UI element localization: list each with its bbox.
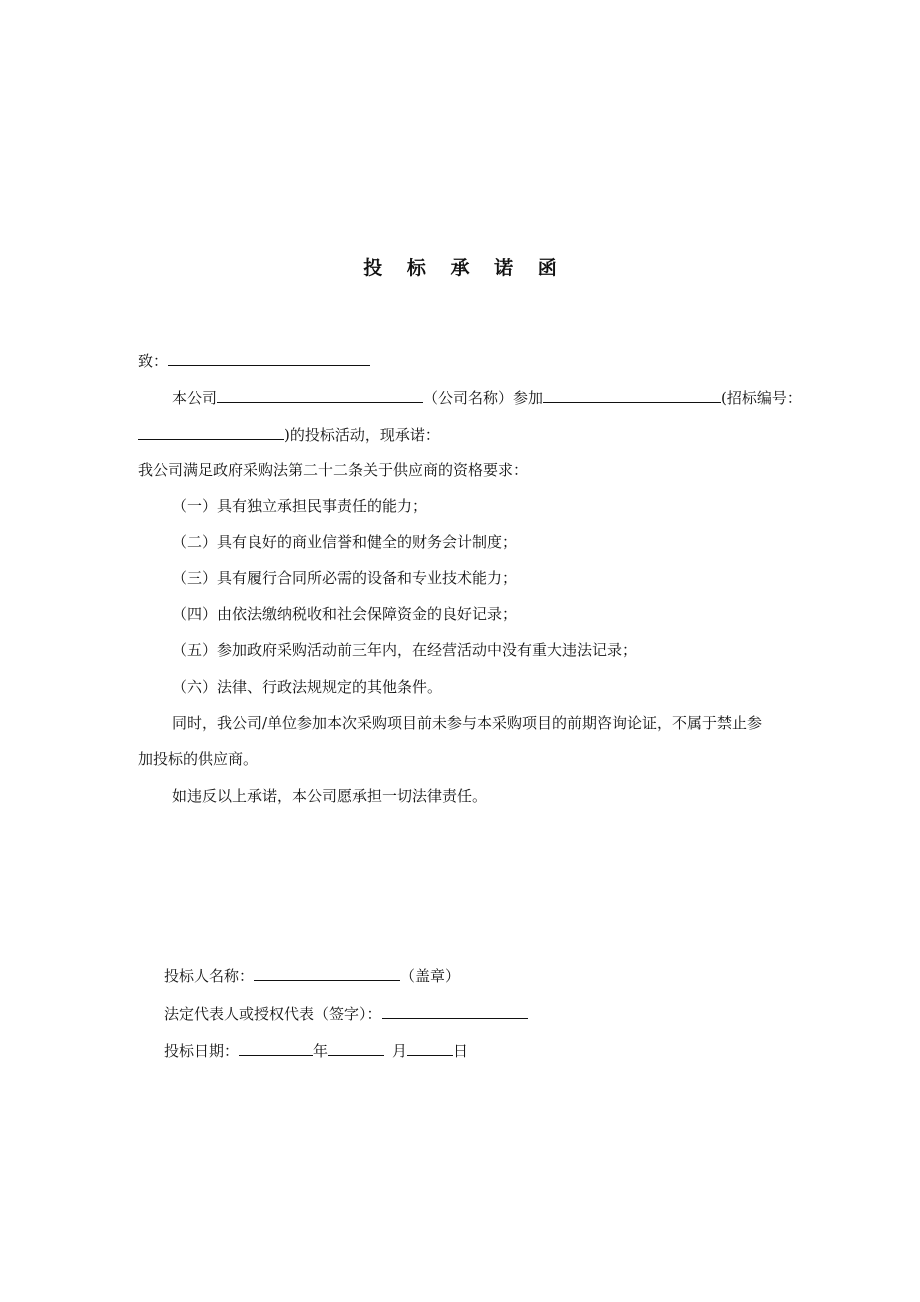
requirement-item: （一）具有独立承担民事责任的能力； [172, 497, 428, 515]
month-label: 月 [392, 1042, 408, 1060]
representative-label: 法定代表人或授权代表（签字）： [164, 1005, 382, 1023]
requirement-item: （四）由依法缴纳税收和社会保障资金的良好记录； [172, 605, 518, 623]
intro-part1: 本公司 [172, 389, 218, 407]
statement-line-2: 加投标的供应商。 [138, 750, 259, 768]
representative-line [164, 1003, 528, 1024]
intro-line-2 [138, 424, 440, 445]
bidder-name-line [164, 965, 460, 986]
requirement-item: （六）法律、行政法规规定的其他条件。 [172, 678, 443, 696]
intro-line-1 [172, 387, 802, 408]
salutation-line [138, 350, 370, 371]
requirement-item: （五）参加政府采购活动前三年内，在经营活动中没有重大违法记录； [172, 641, 638, 659]
bid-date-line [164, 1040, 468, 1061]
intro-part4: )的投标活动，现承诺： [284, 426, 440, 444]
requirement-item: （三）具有履行合同所必需的设备和专业技术能力； [172, 569, 518, 587]
day-blank[interactable] [407, 1040, 453, 1056]
statement-line-1: 同时，我公司/单位参加本次采购项目前未参与本采购项目的前期咨询论证，不属于禁止参 [172, 714, 763, 732]
tender-number-blank[interactable] [138, 424, 284, 440]
month-blank[interactable] [328, 1040, 384, 1056]
year-blank[interactable] [239, 1040, 313, 1056]
bidder-name-blank[interactable] [254, 965, 400, 981]
bidder-suffix: （盖章） [400, 967, 461, 985]
closing-statement: 如违反以上承诺，本公司愿承担一切法律责任。 [172, 787, 488, 805]
requirement-item: （二）具有良好的商业信誉和健全的财务会计制度； [172, 533, 518, 551]
recipient-blank[interactable] [168, 350, 370, 366]
intro-part2: （公司名称）参加 [423, 389, 544, 407]
document-title: 投 标 承 诺 函 [363, 257, 566, 279]
day-label: 日 [453, 1042, 469, 1060]
project-name-blank[interactable] [543, 387, 721, 403]
year-label: 年 [313, 1042, 329, 1060]
bidder-label: 投标人名称： [164, 967, 255, 985]
requirement-intro: 我公司满足政府采购法第二十二条关于供应商的资格要求： [138, 461, 529, 479]
company-name-blank[interactable] [217, 387, 423, 403]
salutation-label: 致： [138, 352, 169, 370]
representative-signature-blank[interactable] [382, 1003, 528, 1019]
date-label: 投标日期： [164, 1042, 240, 1060]
intro-part3: (招标编号： [721, 389, 802, 407]
